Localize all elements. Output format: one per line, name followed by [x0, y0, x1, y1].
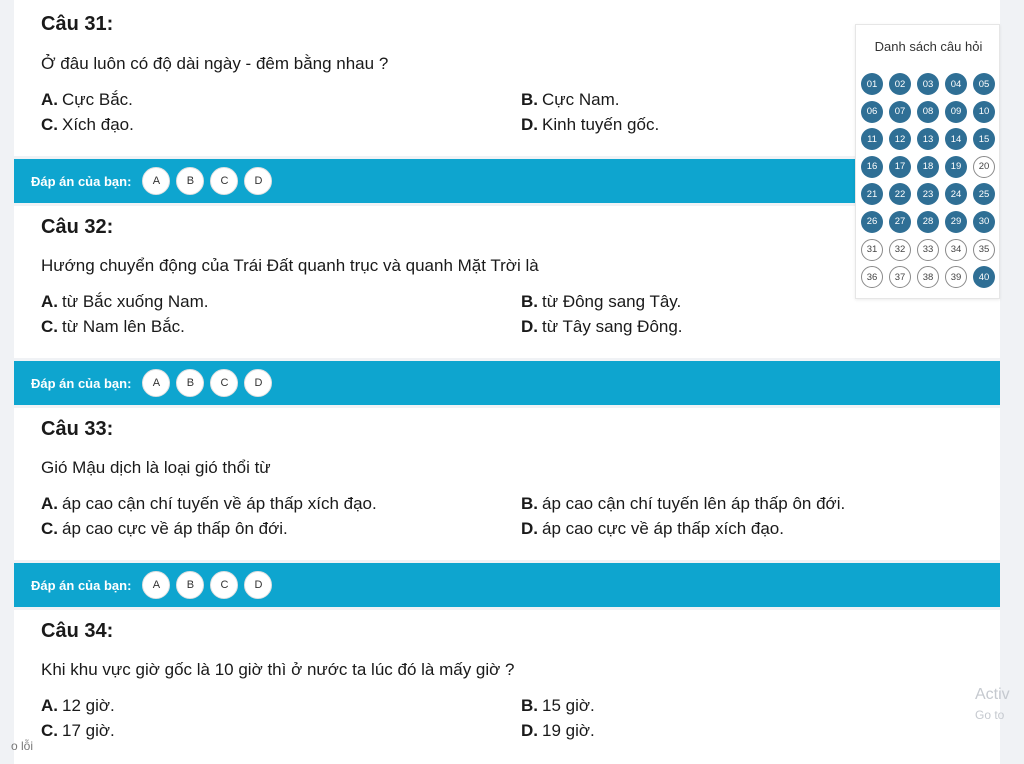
option-a: A. 12 giờ. — [41, 696, 115, 715]
answer-b-button[interactable]: B — [176, 167, 204, 195]
option-a: A. từ Bắc xuống Nam. — [41, 292, 209, 311]
question-number-18[interactable]: 18 — [917, 156, 939, 178]
option-c: C. áp cao cực về áp thấp ôn đới. — [41, 519, 288, 538]
answer-label: Đáp án của bạn: — [31, 173, 132, 189]
question-number-01[interactable]: 01 — [861, 73, 883, 95]
answer-b-button[interactable]: B — [176, 369, 204, 397]
question-number-37[interactable]: 37 — [889, 266, 911, 288]
question-number-31[interactable]: 31 — [861, 239, 883, 261]
answer-a-button[interactable]: A — [142, 167, 170, 195]
question-title: Câu 31: — [41, 13, 114, 35]
answer-d-button[interactable]: D — [244, 167, 272, 195]
question-number-38[interactable]: 38 — [917, 266, 939, 288]
answer-a-button[interactable]: A — [142, 369, 170, 397]
answer-d-button[interactable]: D — [244, 571, 272, 599]
option-c: C. 17 giờ. — [41, 721, 115, 740]
option-c: C. Xích đạo. — [41, 115, 134, 134]
activation-watermark: Activ — [975, 686, 1010, 703]
question-list-panel — [855, 24, 1000, 299]
question-number-21[interactable]: 21 — [861, 183, 883, 205]
question-card-34 — [14, 610, 1000, 764]
question-number-39[interactable]: 39 — [945, 266, 967, 288]
question-number-03[interactable]: 03 — [917, 73, 939, 95]
question-number-40[interactable]: 40 — [973, 266, 995, 288]
answer-a-button[interactable]: A — [142, 571, 170, 599]
question-card-31 — [14, 0, 1000, 156]
question-number-27[interactable]: 27 — [889, 211, 911, 233]
question-number-20[interactable]: 20 — [973, 156, 995, 178]
question-title: Câu 34: — [41, 620, 114, 642]
question-number-02[interactable]: 02 — [889, 73, 911, 95]
answer-bar-31 — [14, 159, 1000, 203]
answer-d-button[interactable]: D — [244, 369, 272, 397]
answer-label: Đáp án của bạn: — [31, 577, 132, 593]
report-error-link[interactable]: o lỗi — [11, 739, 34, 753]
question-number-35[interactable]: 35 — [973, 239, 995, 261]
question-number-06[interactable]: 06 — [861, 101, 883, 123]
question-number-34[interactable]: 34 — [945, 239, 967, 261]
question-number-26[interactable]: 26 — [861, 211, 883, 233]
answer-c-button[interactable]: C — [210, 167, 238, 195]
question-number-15[interactable]: 15 — [973, 128, 995, 150]
question-number-13[interactable]: 13 — [917, 128, 939, 150]
question-number-08[interactable]: 08 — [917, 101, 939, 123]
question-number-19[interactable]: 19 — [945, 156, 967, 178]
question-text: Ở đâu luôn có độ dài ngày - đêm bằng nhau ? — [41, 54, 389, 73]
question-number-16[interactable]: 16 — [861, 156, 883, 178]
question-text: Gió Mậu dịch là loại gió thổi từ — [41, 458, 271, 477]
quiz-page — [14, 0, 1000, 764]
option-a: A. Cực Bắc. — [41, 90, 133, 109]
question-number-28[interactable]: 28 — [917, 211, 939, 233]
question-number-25[interactable]: 25 — [973, 183, 995, 205]
question-number-14[interactable]: 14 — [945, 128, 967, 150]
question-number-grid — [861, 73, 997, 288]
question-number-17[interactable]: 17 — [889, 156, 911, 178]
answer-label: Đáp án của bạn: — [31, 375, 132, 391]
option-b: B. áp cao cận chí tuyến lên áp thấp ôn đới. — [521, 494, 846, 513]
question-number-24[interactable]: 24 — [945, 183, 967, 205]
question-number-12[interactable]: 12 — [889, 128, 911, 150]
option-d: D. 19 giờ. — [521, 721, 595, 740]
question-number-33[interactable]: 33 — [917, 239, 939, 261]
question-number-05[interactable]: 05 — [973, 73, 995, 95]
question-card-33 — [14, 408, 1000, 560]
question-number-22[interactable]: 22 — [889, 183, 911, 205]
option-b: B. Cực Nam. — [521, 90, 620, 109]
question-number-10[interactable]: 10 — [973, 101, 995, 123]
option-b: B. từ Đông sang Tây. — [521, 292, 682, 311]
option-b: B. 15 giờ. — [521, 696, 595, 715]
answer-bar-32 — [14, 361, 1000, 405]
answer-b-button[interactable]: B — [176, 571, 204, 599]
option-c: C. từ Nam lên Bắc. — [41, 317, 185, 336]
question-number-32[interactable]: 32 — [889, 239, 911, 261]
question-number-07[interactable]: 07 — [889, 101, 911, 123]
question-number-11[interactable]: 11 — [861, 128, 883, 150]
option-d: D. Kinh tuyến gốc. — [521, 115, 660, 134]
question-list-title: Danh sách câu hỏi — [874, 39, 983, 54]
question-number-29[interactable]: 29 — [945, 211, 967, 233]
question-number-23[interactable]: 23 — [917, 183, 939, 205]
question-title: Câu 32: — [41, 216, 114, 238]
question-text: Hướng chuyển động của Trái Đất quanh trục và quanh Mặt Trời là — [41, 256, 539, 275]
answer-c-button[interactable]: C — [210, 571, 238, 599]
question-number-09[interactable]: 09 — [945, 101, 967, 123]
question-text: Khi khu vực giờ gốc là 10 giờ thì ở nước ta lúc đó là mấy giờ ? — [41, 660, 515, 679]
question-number-36[interactable]: 36 — [861, 266, 883, 288]
question-title: Câu 33: — [41, 418, 114, 440]
question-number-04[interactable]: 04 — [945, 73, 967, 95]
answer-c-button[interactable]: C — [210, 369, 238, 397]
activation-watermark-sub: Go to — [975, 708, 1005, 722]
answer-bar-33 — [14, 563, 1000, 607]
question-card-32 — [14, 206, 1000, 358]
option-d: D. từ Tây sang Đông. — [521, 317, 683, 336]
question-number-30[interactable]: 30 — [973, 211, 995, 233]
option-d: D. áp cao cực về áp thấp xích đạo. — [521, 519, 784, 538]
option-a: A. áp cao cận chí tuyến về áp thấp xích đạo. — [41, 494, 377, 513]
